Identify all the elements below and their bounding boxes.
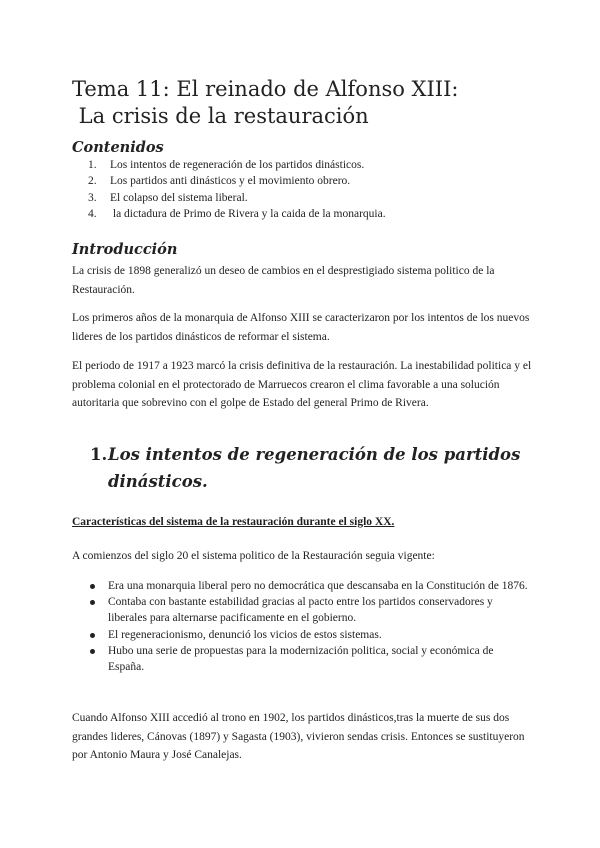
title-line-2: La crisis de la restauración bbox=[72, 104, 369, 128]
section-title-line-1: Los intentos de regeneración de los partidos bbox=[108, 445, 521, 464]
contents-list bbox=[88, 157, 386, 222]
document-title bbox=[72, 76, 458, 130]
section-subheading: Características del sistema de la restauración durante el siglo XX. bbox=[72, 516, 395, 528]
intro-paragraph-2: Los primeros años de la monarquia de Alfonso XIII se caracterizaron por los intentos de los nuevos lideres de los partidos dinásticos de reformar el sistema. bbox=[72, 312, 530, 343]
bullet-icon bbox=[90, 649, 95, 654]
list-item: Contaba con bastante estabilidad gracias al pacto entre los partidos conservadores y liberales para alternarse pacificamente en el gobierno. bbox=[88, 594, 528, 626]
intro-heading: Introducción bbox=[72, 241, 178, 258]
list-item: El regeneracionismo, denunció los vicios de estos sistemas. bbox=[88, 627, 528, 643]
bullet-list bbox=[88, 578, 528, 675]
contents-heading: Contenidos bbox=[72, 139, 164, 156]
intro-paragraph-1: La crisis de 1898 generalizó un deseo de cambios en el desprestigiado sistema politico de la Restauración. bbox=[72, 265, 495, 296]
bullet-icon bbox=[90, 600, 95, 605]
contents-item: 2. Los partidos anti dinásticos y el movimiento obrero. bbox=[88, 175, 351, 188]
section-closing-paragraph: Cuando Alfonso XIII accedió al trono en 1902, los partidos dinásticos,tras la muerte de sus dos grandes lideres, Cánovas (1897) y Sagasta (1903), vivieron sendas crisis. Entonces se sustituyeron por Antonio Maura y José Canalejas. bbox=[72, 712, 525, 761]
contents-item: 4. la dictadura de Primo de Rivera y la caida de la monarquia. bbox=[88, 207, 386, 220]
section-number: 1. bbox=[90, 445, 108, 464]
list-item: Era una monarquia liberal pero no democrática que descansaba en la Constitución de 1876. bbox=[88, 578, 528, 594]
section-lead: A comienzos del siglo 20 el sistema politico de la Restauración seguia vigente: bbox=[72, 550, 435, 562]
section-1-heading bbox=[90, 441, 520, 495]
bullet-icon bbox=[90, 584, 95, 589]
bullet-icon bbox=[90, 633, 95, 638]
contents-item: 1. Los intentos de regeneración de los partidos dinásticos. bbox=[88, 159, 365, 171]
title-line-1: Tema 11: El reinado de Alfonso XIII: bbox=[72, 77, 459, 101]
list-item: Hubo una serie de propuestas para la modernización politica, social y económica de España. bbox=[88, 643, 528, 675]
contents-item: 3. El colapso del sistema liberal. bbox=[88, 191, 248, 204]
section-title-line-2: dinásticos. bbox=[108, 472, 208, 491]
intro-paragraph-3: El periodo de 1917 a 1923 marcó la crisis definitiva de la restauración. La inestabilidad politica y el problema colonial en el protectorado de Marruecos crearon el clima favorable a una solución autoritaria que sobrevino con el golpe de Estado del general Primo de Rivera. bbox=[72, 360, 532, 409]
